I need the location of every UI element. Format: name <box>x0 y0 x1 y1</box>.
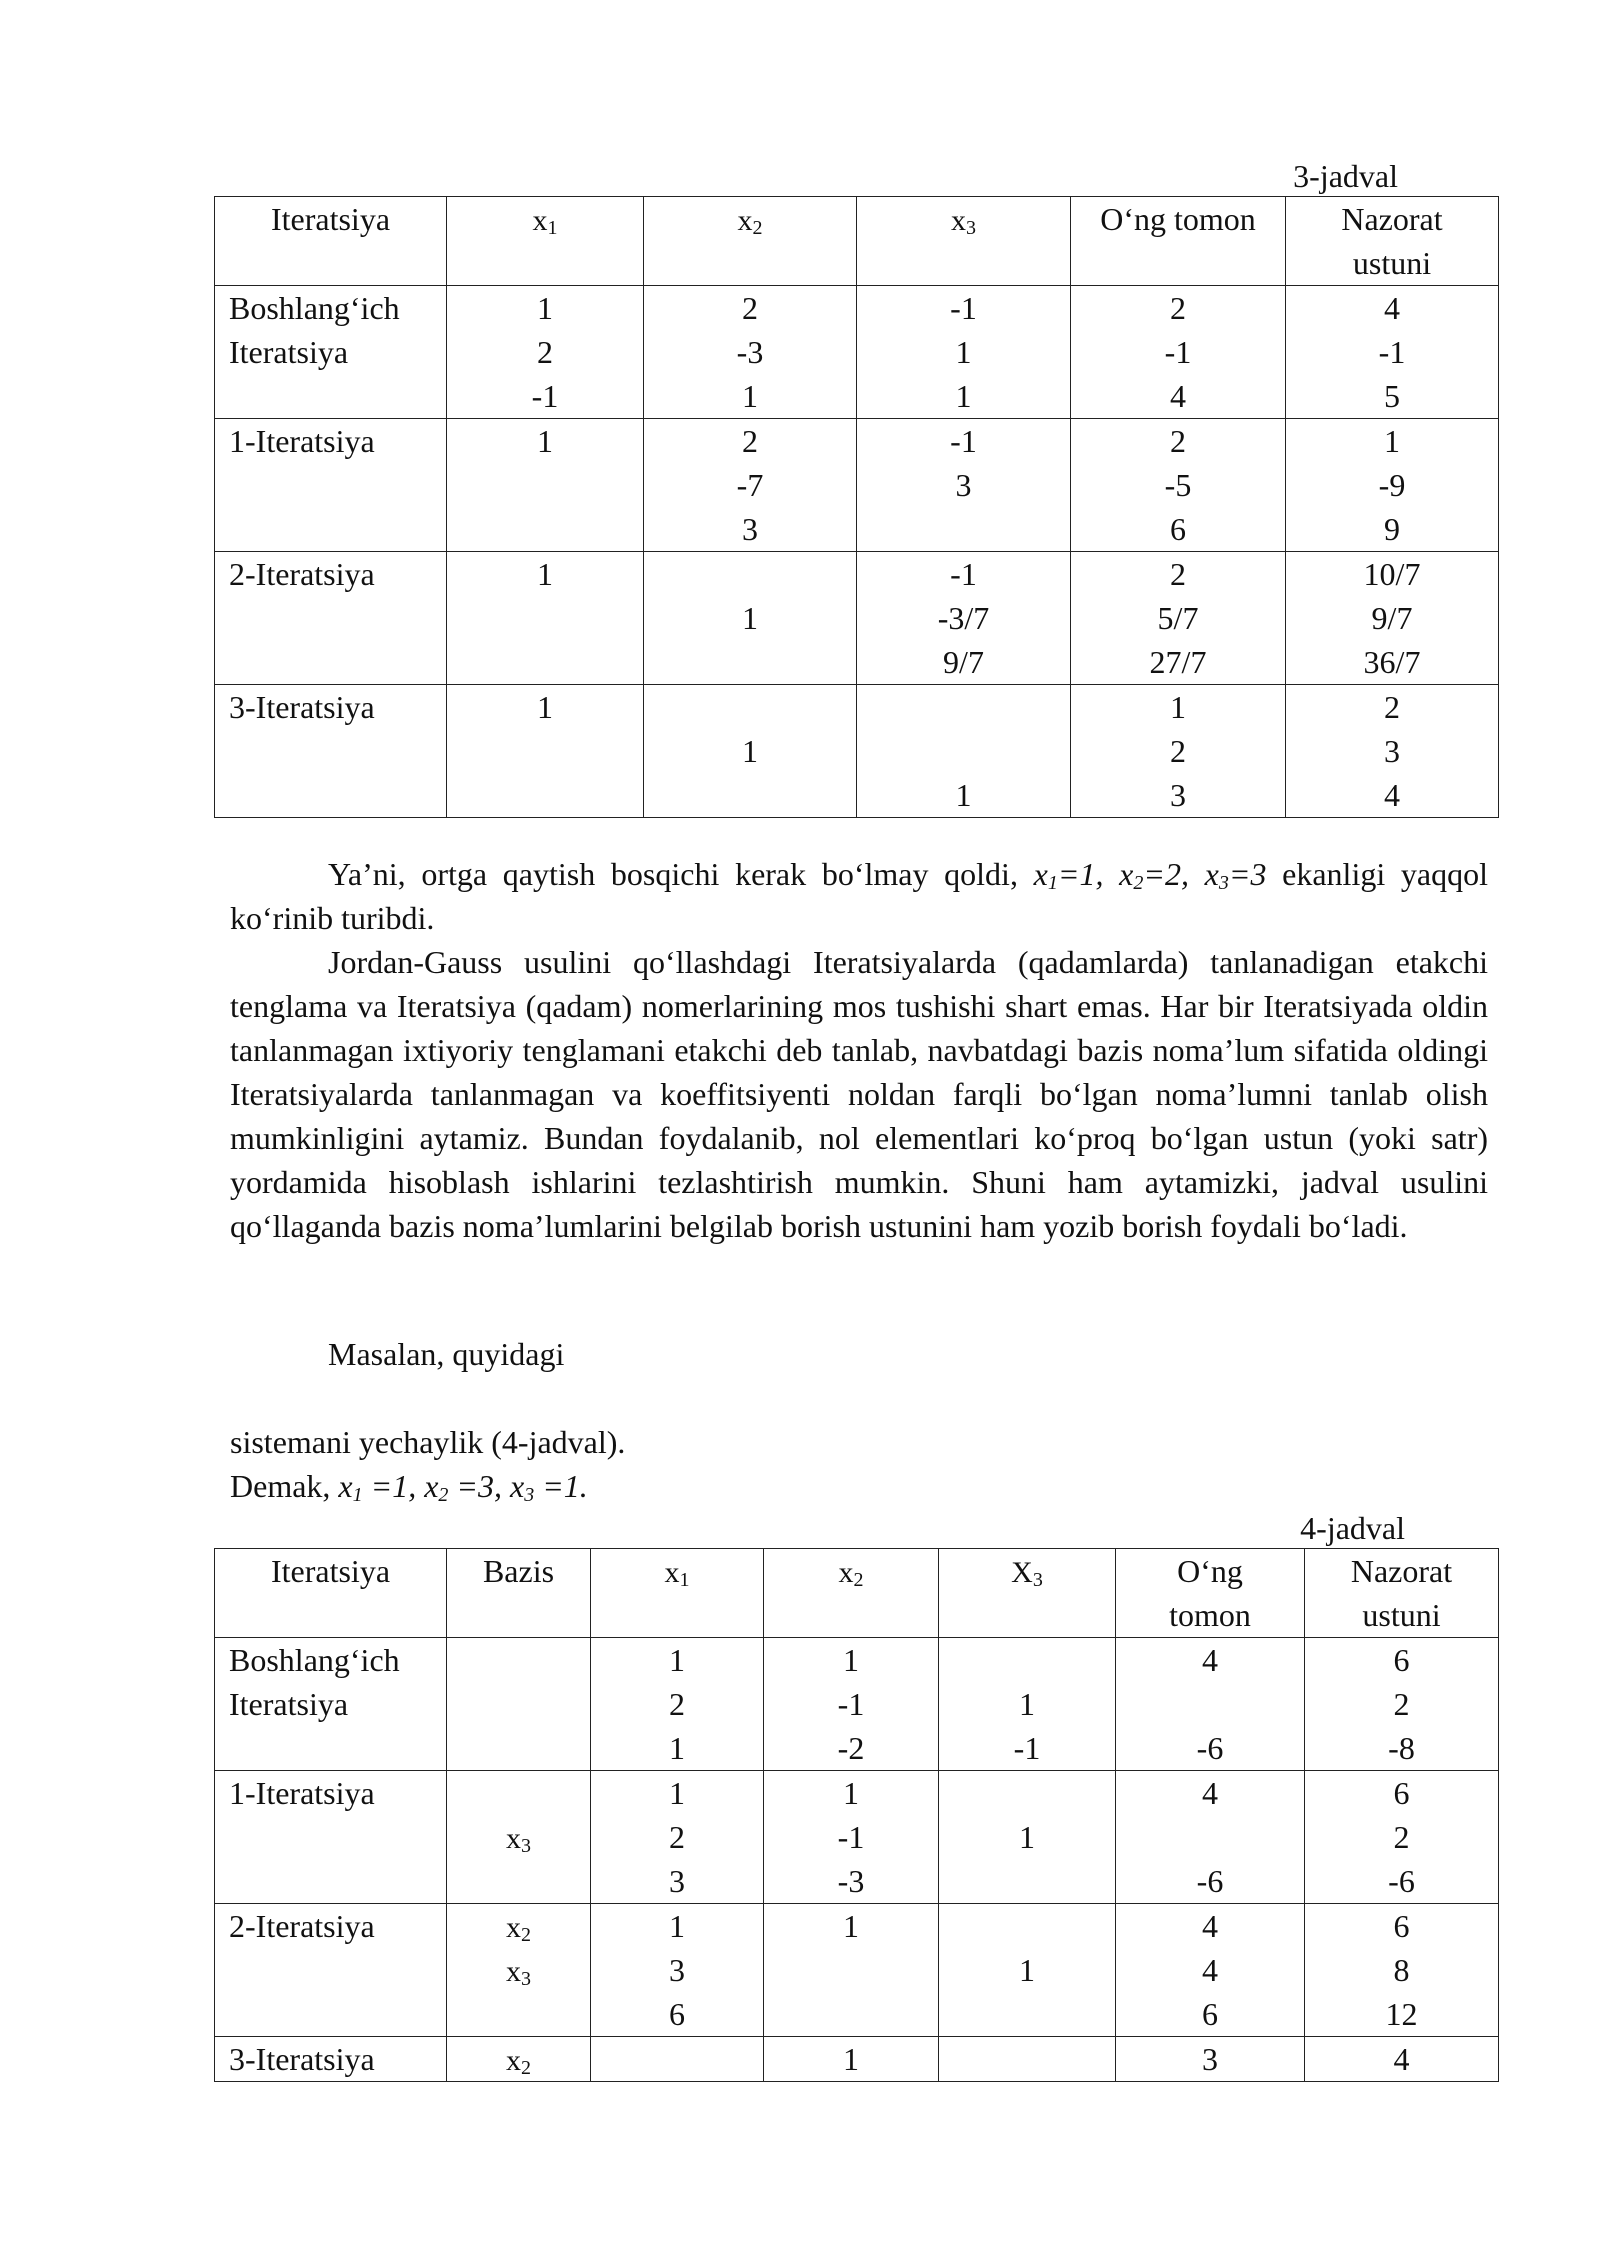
value-cell <box>1116 1638 1305 1771</box>
cell-value: -3/7 <box>937 600 990 636</box>
basis-cell <box>447 1904 591 2037</box>
cell-value: -2 <box>837 1730 865 1766</box>
value-cell <box>1286 685 1499 818</box>
table-row <box>215 552 1499 685</box>
header-label: $x_1$ <box>664 1556 690 1591</box>
value-cell <box>1071 419 1286 552</box>
value-cell <box>1305 1904 1499 2037</box>
header-label: $x_1$ <box>532 204 558 239</box>
table-row <box>215 1904 1499 2037</box>
value-cell <box>591 1771 764 1904</box>
cell-value: 1 <box>955 334 972 370</box>
label-line <box>229 374 446 418</box>
label-line: Iteratsiya <box>229 334 349 370</box>
cell-value: -1 <box>837 1686 865 1722</box>
iteration-label <box>215 685 447 818</box>
cell-value: 3 <box>1384 733 1400 769</box>
cell-value <box>939 2037 1115 2081</box>
label-line <box>229 1992 446 2036</box>
header-label: ustuni <box>1362 1597 1441 1633</box>
label-line: 3-Iteratsiya <box>229 689 375 725</box>
cell-value: 1 <box>669 1730 685 1766</box>
cell-value: 8 <box>1393 1952 1410 1988</box>
value-cell <box>644 286 857 419</box>
header-cell <box>447 1549 591 1638</box>
cell-value: 1 <box>1384 423 1400 459</box>
header-cell <box>644 197 857 286</box>
label-line <box>229 640 446 684</box>
cell-value: 1 <box>537 556 553 592</box>
label-line: 2-Iteratsiya <box>229 1908 375 1944</box>
value-cell <box>857 286 1071 419</box>
cell-value: -7 <box>736 467 764 503</box>
cell-value: 4 <box>1202 1908 1218 1944</box>
table4-caption: 4-jadval <box>1300 1510 1405 1546</box>
value-cell <box>1116 1771 1305 1904</box>
header-label: Nazorat <box>1350 1553 1453 1589</box>
iteration-label <box>215 1904 447 2037</box>
basis-value <box>447 1859 590 1903</box>
value-cell <box>1286 286 1499 419</box>
cell-value: -5 <box>1164 467 1192 503</box>
basis-cell <box>447 2037 591 2082</box>
header-label: Iteratsiya <box>270 201 391 237</box>
table4 <box>214 1548 1499 2082</box>
header-cell <box>215 197 447 286</box>
paragraph-3: Masalan, quyidagi <box>328 1336 565 1372</box>
label-line <box>229 507 446 551</box>
cell-value: 4 <box>1202 1642 1218 1678</box>
cell-value: -9 <box>1378 467 1406 503</box>
paragraph-4: sistemani yechaylik (4-jadval). <box>230 1424 626 1460</box>
value-cell <box>1116 1904 1305 2037</box>
cell-value <box>447 596 643 640</box>
value-cell <box>1286 552 1499 685</box>
label-line <box>229 1948 446 1992</box>
cell-value: -8 <box>1388 1730 1415 1766</box>
cell-value: 2 <box>1393 1686 1410 1722</box>
cell-value: 9/7 <box>1371 600 1413 636</box>
cell-value: -6 <box>1196 1863 1224 1899</box>
paragraph-5: Demak, $x_1 =1$, $x_2 =3$, $x_3 =1$. <box>230 1468 588 1506</box>
basis-value <box>447 1726 590 1770</box>
value-cell <box>939 1904 1116 2037</box>
table-row <box>215 419 1499 552</box>
cell-value <box>447 463 643 507</box>
value-cell <box>1305 1771 1499 1904</box>
value-cell <box>764 1904 939 2037</box>
header-label: O‘ng tomon <box>1100 201 1256 237</box>
cell-value: 6 <box>669 1996 685 2032</box>
cell-value: 1 <box>537 423 553 459</box>
cell-value: 9/7 <box>943 644 984 680</box>
cell-value: 2 <box>1170 556 1186 592</box>
cell-value: 4 <box>1202 1952 1218 1988</box>
cell-value <box>764 1992 938 2036</box>
value-cell <box>1305 2037 1499 2082</box>
cell-value: 1 <box>843 2041 859 2077</box>
header-label: $x_3$ <box>951 204 976 239</box>
cell-value: 6 <box>1170 511 1186 547</box>
cell-value <box>939 1904 1115 1948</box>
cell-value: 5 <box>1384 378 1400 414</box>
iteration-label <box>215 552 447 685</box>
header-label: tomon <box>1169 1597 1251 1633</box>
header-cell <box>447 197 644 286</box>
value-cell <box>644 419 857 552</box>
cell-value: 2 <box>669 1819 685 1855</box>
value-cell <box>857 419 1071 552</box>
cell-value: 1 <box>955 378 972 414</box>
cell-value <box>644 640 856 684</box>
value-cell <box>764 1638 939 1771</box>
cell-value <box>644 685 856 729</box>
cell-value: 27/7 <box>1149 644 1207 680</box>
cell-value <box>857 729 1070 773</box>
header-label: ustuni <box>1352 245 1432 281</box>
cell-value: 2 <box>742 423 758 459</box>
cell-value: 1 <box>669 1908 685 1944</box>
basis-value <box>447 1992 590 2036</box>
cell-value: -1 <box>950 290 977 326</box>
cell-value: 1 <box>1170 689 1186 725</box>
value-cell <box>447 286 644 419</box>
cell-value: 5/7 <box>1157 600 1199 636</box>
header-cell <box>1286 197 1499 286</box>
basis-value <box>447 1682 590 1726</box>
table-row <box>215 2037 1499 2082</box>
iteration-label <box>215 1771 447 1904</box>
value-cell <box>447 552 644 685</box>
table-row <box>215 1638 1499 1771</box>
label-line: 1-Iteratsiya <box>229 1775 375 1811</box>
cell-value <box>447 729 643 773</box>
iteration-label <box>215 1638 447 1771</box>
header-cell <box>1116 1549 1305 1638</box>
cell-value: 10/7 <box>1363 556 1421 592</box>
paragraph-2: Jordan-Gauss usulini qo‘llashdagi Iteratsiyalarda (qadamlarda) tanlanadigan etakchi tenglama va Iteratsiya (qadam) nomerlarining mos tushishi shart emas. Har bir Iteratsiyada oldin tanlanmagan ixtiyoriy tenglamani etakchi deb tanlab, navbatdagi bazis noma’lum sifatida oldingi Iteratsiyalarda tanlanmagan va koeffitsiyenti noldan farqli bo‘lgan noma’lumni tanlab olish mumkinligini aytamiz. Bundan foydalanib, nol elementlari ko‘proq bo‘lgan ustun (yoki satr) yordamida hisoblash ishlarini tezlashtirish mumkin. Shuni ham aytamizki, jadval usulini qo‘llaganda bazis noma’lumlarini belgilab borish ustunini ham yozib borish foydali bo‘ladi. <box>230 944 1488 1244</box>
cell-value: 1 <box>669 1775 685 1811</box>
cell-value <box>857 685 1070 729</box>
cell-value <box>939 1771 1115 1815</box>
table-row <box>215 1771 1499 1904</box>
table3 <box>214 196 1499 818</box>
cell-value <box>447 640 643 684</box>
cell-value: 1 <box>742 378 758 414</box>
value-cell <box>447 685 644 818</box>
label-line: Iteratsiya <box>229 1686 349 1722</box>
header-cell <box>1071 197 1286 286</box>
basis-value: $x_2$ <box>506 2044 531 2079</box>
cell-value <box>764 1948 938 1992</box>
cell-value: -1 <box>1378 334 1406 370</box>
header-cell <box>939 1549 1116 1638</box>
cell-value: 2 <box>742 290 758 326</box>
value-cell <box>939 1638 1116 1771</box>
cell-value: 1 <box>669 1642 685 1678</box>
cell-value: 1 <box>843 1642 859 1678</box>
label-line <box>229 1859 446 1903</box>
basis-value <box>447 1638 590 1682</box>
value-cell <box>1071 685 1286 818</box>
cell-value <box>447 507 643 551</box>
cell-value: 2 <box>1170 290 1186 326</box>
table3-caption: 3-jadval <box>1293 158 1398 194</box>
cell-value: -1 <box>531 378 559 414</box>
value-cell <box>591 1638 764 1771</box>
cell-value: 6 <box>1393 1642 1410 1678</box>
basis-value: $x_2$ <box>506 1911 531 1946</box>
value-cell <box>1305 1638 1499 1771</box>
basis-cell <box>447 1638 591 1771</box>
cell-value: 4 <box>1202 1775 1218 1811</box>
value-cell <box>1286 419 1499 552</box>
cell-value: 2 <box>1170 423 1186 459</box>
cell-value <box>857 507 1070 551</box>
cell-value: 1 <box>537 689 553 725</box>
label-line <box>229 1726 446 1770</box>
cell-value: -3 <box>736 334 764 370</box>
cell-value: 2 <box>669 1686 685 1722</box>
label-line: 1-Iteratsiya <box>229 423 375 459</box>
cell-value <box>447 773 643 817</box>
cell-value: -1 <box>837 1819 865 1855</box>
header-label: O‘ng <box>1177 1553 1243 1589</box>
header-cell <box>1305 1549 1499 1638</box>
value-cell <box>857 685 1071 818</box>
cell-value: 6 <box>1393 1908 1410 1944</box>
value-cell <box>1071 286 1286 419</box>
paragraph-1: Ya’ni, ortga qaytish bosqichi kerak bo‘lmay qoldi, $x_1=1$, $x_2=2$, $x_3=3$ ekanligi yaqqol ko‘rinib turibdi. <box>230 856 1489 936</box>
basis-cell <box>447 1771 591 1904</box>
cell-value: 2 <box>1170 733 1186 769</box>
cell-value: 3 <box>669 1952 685 1988</box>
header-cell <box>591 1549 764 1638</box>
cell-value: 1 <box>843 1775 859 1811</box>
cell-value: -1 <box>950 556 977 592</box>
value-cell <box>1071 552 1286 685</box>
cell-value: 4 <box>1384 290 1400 326</box>
cell-value: -6 <box>1196 1730 1224 1766</box>
value-cell <box>939 1771 1116 1904</box>
cell-value: -6 <box>1388 1863 1415 1899</box>
label-line <box>229 1815 446 1859</box>
value-cell <box>644 685 857 818</box>
cell-value: 3 <box>742 511 758 547</box>
cell-value: 1 <box>1019 1952 1035 1988</box>
basis-value: $x_3$ <box>506 1955 531 1990</box>
value-cell <box>591 1904 764 2037</box>
cell-value: 9 <box>1384 511 1400 547</box>
value-cell <box>591 2037 764 2082</box>
header-label: $x_2$ <box>737 204 763 239</box>
cell-value: 6 <box>1202 1996 1218 2032</box>
cell-value: 1 <box>843 1908 859 1944</box>
cell-value: 12 <box>1385 1996 1418 2032</box>
header-label: $X_3$ <box>1011 1556 1043 1591</box>
label-line <box>229 773 446 817</box>
table-row <box>215 286 1499 419</box>
cell-value <box>644 552 856 596</box>
cell-value: 1 <box>742 600 758 636</box>
value-cell <box>644 552 857 685</box>
label-line: Boshlang‘ich <box>229 290 400 326</box>
cell-value: -3 <box>837 1863 865 1899</box>
cell-value: 1 <box>742 733 758 769</box>
table-row <box>215 685 1499 818</box>
cell-value <box>644 773 856 817</box>
cell-value: 1 <box>537 290 553 326</box>
header-label: Nazorat <box>1341 201 1443 237</box>
value-cell <box>764 1771 939 1904</box>
cell-value: -1 <box>1013 1730 1041 1766</box>
cell-value <box>1116 1682 1304 1726</box>
header-row <box>215 1549 1499 1638</box>
cell-value: 3 <box>1202 2041 1218 2077</box>
value-cell <box>1116 2037 1305 2082</box>
cell-value <box>1116 1815 1304 1859</box>
header-label: Iteratsiya <box>270 1553 391 1589</box>
header-row <box>215 197 1499 286</box>
value-cell <box>764 2037 939 2082</box>
cell-value: 1 <box>955 777 972 813</box>
value-cell <box>857 552 1071 685</box>
cell-value: 3 <box>669 1863 685 1899</box>
basis-value <box>447 1771 590 1815</box>
cell-value: 3 <box>955 467 972 503</box>
label-line <box>229 596 446 640</box>
cell-value: 36/7 <box>1363 644 1421 680</box>
cell-value: 1 <box>1019 1686 1035 1722</box>
cell-value: 4 <box>1384 777 1400 813</box>
value-cell <box>939 2037 1116 2082</box>
cell-value <box>591 2037 763 2081</box>
value-cell <box>447 419 644 552</box>
header-label: $x_2$ <box>838 1556 864 1591</box>
cell-value: 2 <box>1393 1819 1410 1855</box>
cell-value: 2 <box>1384 689 1400 725</box>
cell-value: 3 <box>1170 777 1186 813</box>
label-line <box>229 463 446 507</box>
header-label: Bazis <box>482 1553 555 1589</box>
cell-value: 4 <box>1170 378 1186 414</box>
iteration-label <box>215 419 447 552</box>
cell-value: 4 <box>1393 2041 1410 2077</box>
label-line <box>229 729 446 773</box>
cell-value: 1 <box>1019 1819 1035 1855</box>
basis-value: $x_3$ <box>506 1822 531 1857</box>
cell-value <box>939 1992 1115 2036</box>
cell-value: -1 <box>1164 334 1192 370</box>
label-line: 3-Iteratsiya <box>229 2041 375 2077</box>
cell-value <box>939 1638 1115 1682</box>
cell-value <box>939 1859 1115 1903</box>
header-cell <box>764 1549 939 1638</box>
cell-value: -1 <box>950 423 977 459</box>
cell-value: 6 <box>1393 1775 1410 1811</box>
header-cell <box>215 1549 447 1638</box>
header-cell <box>857 197 1071 286</box>
iteration-label <box>215 2037 447 2082</box>
cell-value: 2 <box>537 334 553 370</box>
label-line: Boshlang‘ich <box>229 1642 400 1678</box>
label-line: 2-Iteratsiya <box>229 556 375 592</box>
iteration-label <box>215 286 447 419</box>
